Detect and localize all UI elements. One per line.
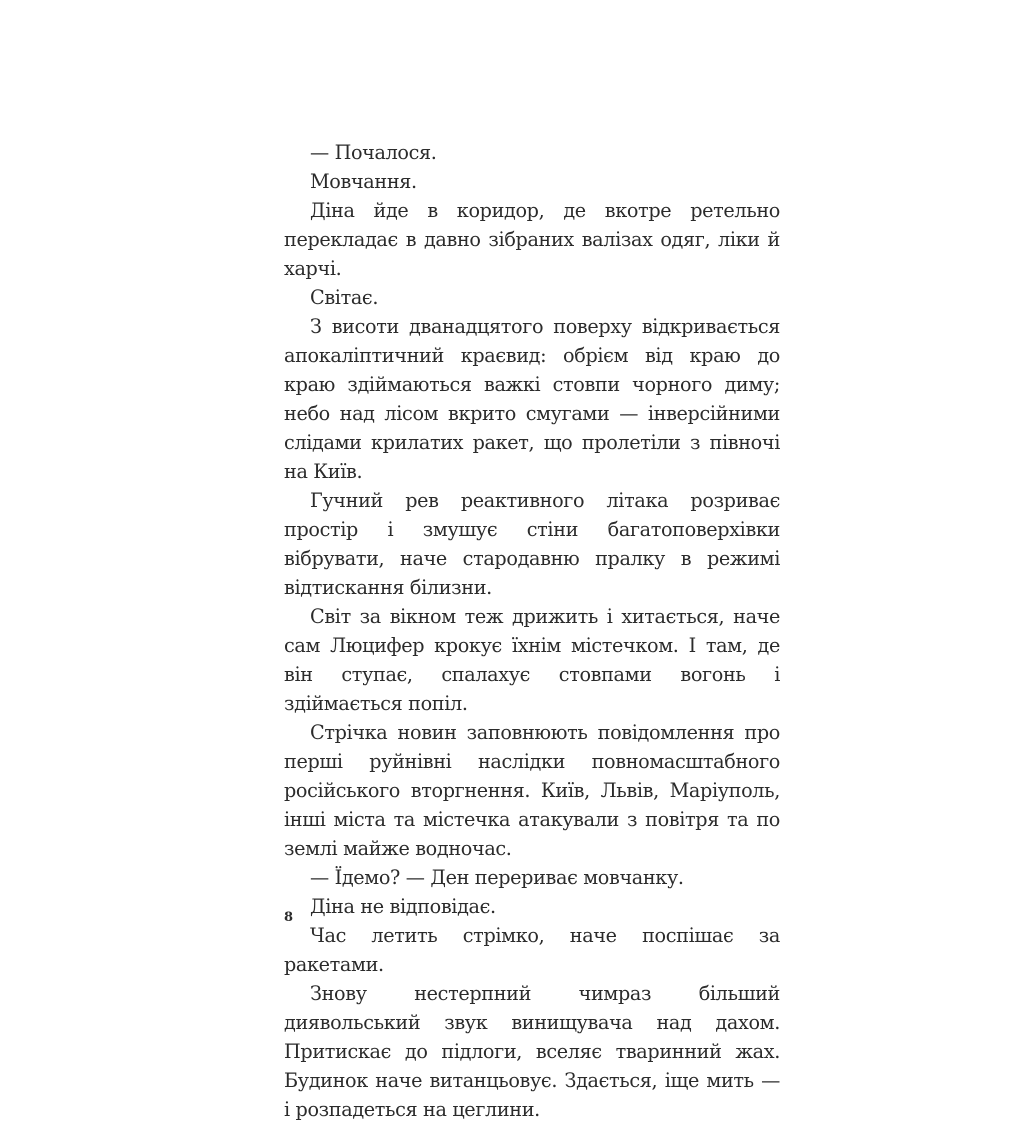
page-number: 8 bbox=[284, 910, 294, 925]
paragraph: Діна не відповідає. bbox=[310, 895, 496, 918]
paragraph: Знову нестерпний чимраз більший диявольський звук винищувача над дахом. Притискає до підлоги, вселяє тваринний жах. Будинок наче витанцьовує. Здається, іще мить — і розпадеться на цеглини. bbox=[284, 982, 780, 1121]
paragraph: Стрічка новин заповнюють повідомлення про перші руйнівні наслідки повномасштабного російського вторгнення. Київ, Львів, Маріуполь, інші міста та містечка атакували з повітря та по землі майже водночас. bbox=[284, 721, 780, 860]
body-text bbox=[284, 138, 780, 1124]
paragraph: Час летить стрімко, наче поспішає за ракетами. bbox=[284, 924, 780, 976]
paragraph: Мовчання. bbox=[310, 170, 417, 193]
paragraph: — Почалося. bbox=[310, 141, 437, 164]
paragraph: Світ за вікном теж дрижить і хитається, наче сам Люцифер крокує їхнім містечком. І там, де він ступає, спалахує стовпами вогонь і здіймається попіл. bbox=[284, 605, 780, 715]
paragraph: Діна йде в коридор, де вкотре ретельно перекладає в давно зібраних валізах одяг, ліки й харчі. bbox=[284, 199, 780, 280]
paragraph: З висоти дванадцятого поверху відкривається апокаліптичний краєвид: обрієм від краю до краю здіймаються важкі стовпи чорного диму; небо над лісом вкрито смугами — інверсійними слідами крилатих ракет, що пролетіли з півночі на Київ. bbox=[284, 315, 780, 483]
paragraph: Гучний рев реактивного літака розриває простір і змушує стіни багатоповерхівки вібрувати, наче стародавню пралку в режимі відтискання білизни. bbox=[284, 489, 780, 599]
paragraph: — Їдемо? — Ден перериває мовчанку. bbox=[310, 866, 684, 889]
paragraph: Світає. bbox=[310, 286, 379, 309]
